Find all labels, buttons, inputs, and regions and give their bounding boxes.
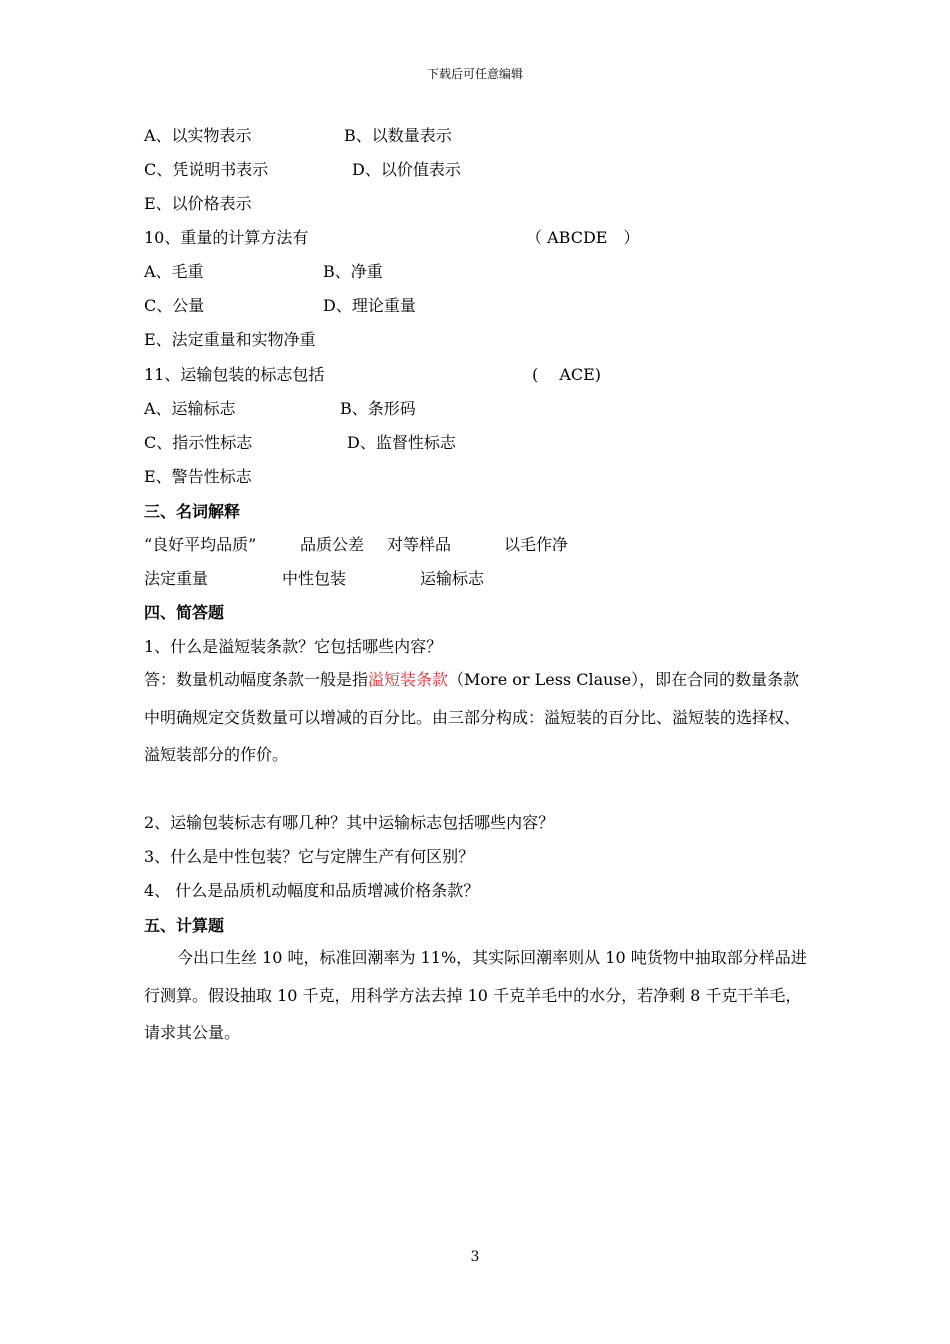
option-b: B、净重 [323, 262, 383, 281]
page-header: 下载后可任意编辑 [426, 67, 523, 81]
section-title: 五、计算题 [144, 916, 225, 935]
option-d: D、监督性标志 [347, 433, 456, 452]
option-e: E、警告性标志 [144, 467, 252, 486]
term: “良好平均品质” [144, 535, 257, 554]
answer-prefix: 答：数量机动幅度条款一般是指 [144, 670, 369, 689]
term: 以毛作净 [504, 535, 569, 554]
question-text: 11、运输包装的标志包括 [144, 365, 325, 384]
term: 运输标志 [420, 569, 485, 588]
question-1: 1、什么是溢短装条款？它包括哪些内容？ [144, 637, 443, 656]
answer-suffix: （More or Less Clause），即在合同的数量条款中明确规定交货数量可以增减的百分比。由三部分构成：溢短装的百分比、溢短装的选择权、溢短装部分的作价。 [144, 670, 801, 764]
term: 对等样品 [387, 535, 452, 554]
question-3: 3、什么是中性包装？它与定牌生产有何区别？ [144, 847, 475, 866]
option-c: C、指示性标志 [144, 433, 253, 452]
question-text: 10、重量的计算方法有 [144, 228, 309, 247]
highlight-term: 溢短装条款 [368, 670, 449, 689]
option-e: E、以价格表示 [144, 194, 252, 213]
option-d: D、理论重量 [323, 296, 416, 315]
option-b: B、条形码 [340, 399, 416, 418]
problem-paragraph: 今出口生丝 10 吨，标准回潮率为 11%，其实际回潮率则从 10 吨货物中抽取部分样品进行测算。假设抽取 10 千克，用科学方法去掉 10 千克羊毛中的水分，若净剩 8 千克干羊毛，请求其公量。 [144, 948, 807, 1042]
option-c: C、公量 [144, 296, 205, 315]
question-2: 2、运输包装标志有哪几种？其中运输标志包括哪些内容？ [144, 813, 555, 832]
section-title: 四、简答题 [144, 603, 225, 622]
option-e: E、法定重量和实物净重 [144, 330, 316, 349]
answer-paragraph [144, 661, 808, 774]
page-number: 3 [470, 1249, 480, 1265]
option-d: D、以价值表示 [352, 160, 461, 179]
option-b: B、以数量表示 [344, 126, 452, 145]
section-title: 三、名词解释 [144, 502, 241, 521]
term: 中性包装 [282, 569, 347, 588]
option-a: A、运输标志 [144, 399, 236, 418]
option-a: A、毛重 [144, 262, 204, 281]
option-a: A、以实物表示 [144, 126, 252, 145]
answer-text: ( ACE) [532, 365, 602, 384]
question-4: 4、 什么是品质机动幅度和品质增减价格条款？ [144, 881, 480, 900]
answer-text: （ ABCDE ） [526, 228, 640, 247]
term: 品质公差 [300, 535, 365, 554]
option-c: C、凭说明书表示 [144, 160, 269, 179]
term: 法定重量 [144, 569, 209, 588]
